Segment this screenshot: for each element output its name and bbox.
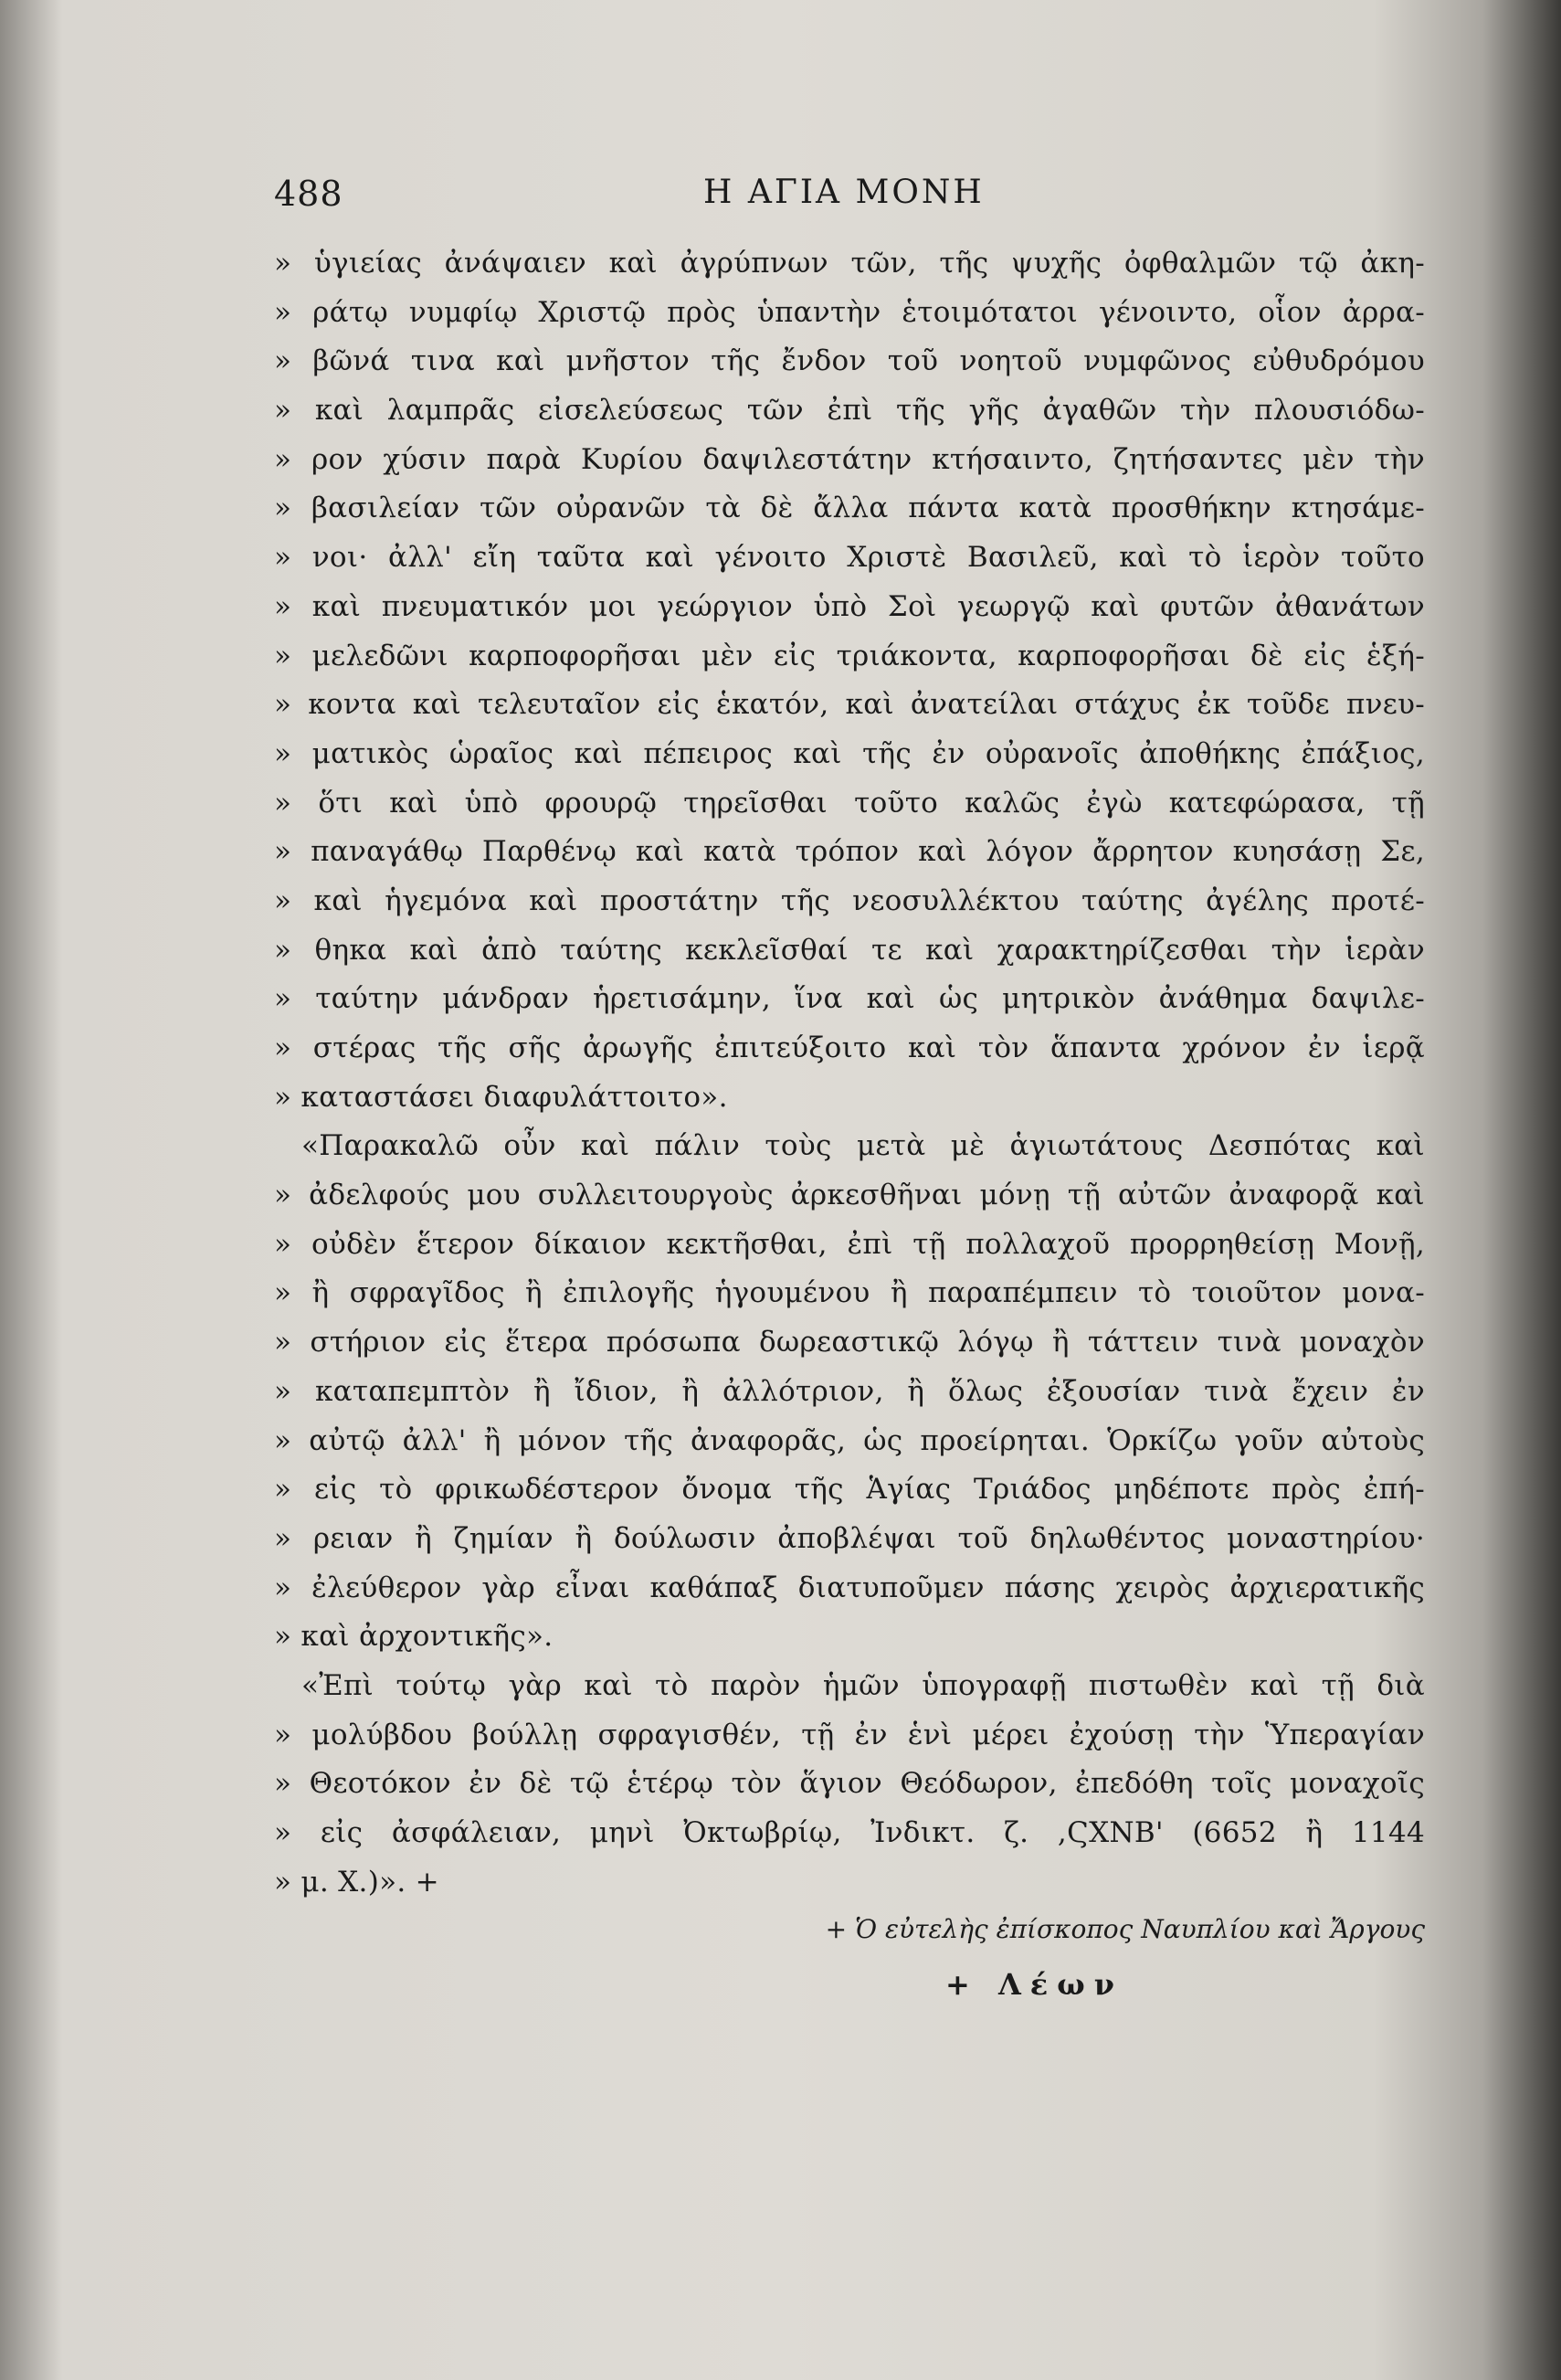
text-line: » κοντα καὶ τελευταῖον εἰς ἑκατόν, καὶ ἀνατείλαι στάχυς ἐκ τοῦδε πνευ- (274, 688, 1425, 722)
text-line: » ἐλεύθερον γὰρ εἶναι καθάπαξ διατυποῦμεν πάσης χειρὸς ἀρχιερατικῆς (274, 1571, 1425, 1604)
text-line: » αὐτῷ ἀλλ' ἢ μόνον τῆς ἀναφορᾶς, ὡς προείρηται. Ὁρκίζω γοῦν αὐτοὺς (274, 1423, 1425, 1457)
text-line: » βῶνά τινα καὶ μνῆστον τῆς ἔνδον τοῦ νοητοῦ νυμφῶνος εὐθυδρόμου (274, 344, 1425, 378)
text-line: » εἰς ἀσφάλειαν, μηνὶ Ὀκτωβρίῳ, Ἰνδικτ. ζ. ,ϚΧΝΒ' (6652 ἢ 1144 (274, 1816, 1425, 1849)
signature-title: + Ὁ εὐτελὴς ἐπίσκοπος Ναυπλίου καὶ Ἄργους (825, 1914, 1425, 1945)
text-line: » καταπεμπτὸν ἢ ἴδιον, ἢ ἀλλότριον, ἢ ὅλως ἐξουσίαν τινὰ ἔχειν ἐν (274, 1374, 1425, 1408)
text-line: » ὅτι καὶ ὑπὸ φρουρῷ τηρεῖσθαι τοῦτο καλῶς ἐγὼ κατεφώρασα, τῇ (274, 786, 1425, 820)
body-text (274, 239, 1425, 1907)
text-line: » στέρας τῆς σῆς ἀρωγῆς ἐπιτεύξοιτο καὶ τὸν ἅπαντα χρόνον ἐν ἱερᾷ (274, 1031, 1425, 1064)
running-head (274, 174, 1425, 228)
text-line: » μελεδῶνι καρποφορῆσαι μὲν εἰς τριάκοντα, καρποφορῆσαι δὲ εἰς ἑξή- (274, 639, 1425, 672)
text-line: » στήριον εἰς ἕτερα πρόσωπα δωρεαστικῷ λόγῳ ἢ τάττειν τινὰ μοναχὸν (274, 1326, 1425, 1359)
text-line: » θηκα καὶ ἀπὸ ταύτης κεκλεῖσθαί τε καὶ χαρακτηρίζεσθαι τὴν ἱερὰν (274, 933, 1425, 967)
text-line: » ματικὸς ὡραῖος καὶ πέπειρος καὶ τῆς ἐν οὐρανοῖς ἀποθήκης ἐπάξιος, (274, 736, 1425, 770)
text-line: » εἰς τὸ φρικωδέστερον ὄνομα τῆς Ἁγίας Τριάδος μηδέποτε πρὸς ἐπή- (274, 1473, 1425, 1507)
text-line: » ἢ σφραγῖδος ἢ ἐπιλογῆς ἡγουμένου ἢ παραπέμπειν τὸ τοιοῦτον μονα- (274, 1276, 1425, 1310)
text-line: » ὑγιείας ἀνάψαιεν καὶ ἀγρύπνων τῶν, τῆς ψυχῆς ὀφθαλμῶν τῷ ἀκη- (274, 247, 1425, 280)
text-line: » μ. Χ.)». + (274, 1865, 439, 1899)
text-line: » ἀδελφούς μου συλλειτουργοὺς ἀρκεσθῆναι μόνῃ τῇ αὐτῶν ἀναφορᾷ καὶ (274, 1179, 1425, 1212)
text-line: » καὶ ἡγεμόνα καὶ προστάτην τῆς νεοσυλλέκτου ταύτης ἀγέλης προτέ- (274, 883, 1425, 917)
text-line: » νοι· ἀλλ' εἴη ταῦτα καὶ γένοιτο Χριστὲ Βασιλεῦ, καὶ τὸ ἱερὸν τοῦτο (274, 541, 1425, 575)
text-line: » καὶ λαμπρᾶς εἰσελεύσεως τῶν ἐπὶ τῆς γῆς ἀγαθῶν τὴν πλουσιόδω- (274, 394, 1425, 428)
running-title: Η ΑΓΙΑ ΜΟΝΗ (703, 174, 985, 211)
page-number: 488 (274, 174, 343, 214)
signature-name: + Λέων (945, 1967, 1123, 2003)
text-line: » ταύτην μάνδραν ἡρετισάμην, ἵνα καὶ ὡς μητρικὸν ἀνάθημα δαψιλε- (274, 982, 1425, 1016)
text-line: » ρειαν ἢ ζημίαν ἢ δούλωσιν ἀποβλέψαι τοῦ δηλωθέντος μοναστηρίου· (274, 1521, 1425, 1555)
text-line: » καταστάσει διαφυλάττοιτο». (274, 1080, 728, 1114)
text-line: » μολύβδου βούλλῃ σφραγισθέν, τῇ ἐν ἑνὶ μέρει ἐχούσῃ τὴν Ὑπεραγίαν (274, 1718, 1425, 1751)
text-line: » καὶ ἀρχοντικῆς». (274, 1620, 554, 1654)
signature-block (274, 1914, 1425, 2024)
text-line: » βασιλείαν τῶν οὐρανῶν τὰ δὲ ἄλλα πάντα κατὰ προσθήκην κτησάμε- (274, 492, 1425, 525)
page-content (274, 174, 1425, 2024)
text-line: » παναγάθῳ Παρθένῳ καὶ κατὰ τρόπον καὶ λόγον ἄρρητον κυησάσῃ Σε, (274, 835, 1425, 869)
text-line: «Παρακαλῶ οὖν καὶ πάλιν τοὺς μετὰ μὲ ἁγιωτάτους Δεσπότας καὶ (301, 1129, 1425, 1163)
text-line: » καὶ πνευματικόν μοι γεώργιον ὑπὸ Σοὶ γεωργῷ καὶ φυτῶν ἀθανάτων (274, 589, 1425, 623)
text-line: » οὐδὲν ἕτερον δίκαιον κεκτῆσθαι, ἐπὶ τῇ πολλαχοῦ προρρηθείσῃ Μονῇ, (274, 1227, 1425, 1261)
text-line: » ράτῳ νυμφίῳ Χριστῷ πρὸς ὑπαντὴν ἑτοιμότατοι γένοιντο, οἷον ἀρρα- (274, 295, 1425, 329)
text-line: » ρον χύσιν παρὰ Κυρίου δαψιλεστάτην κτήσαιντο, ζητήσαντες μὲν τὴν (274, 442, 1425, 476)
text-line: » Θεοτόκον ἐν δὲ τῷ ἑτέρῳ τὸν ἅγιον Θεόδωρον, ἐπεδόθη τοῖς μοναχοῖς (274, 1767, 1425, 1801)
text-line: «Ἐπὶ τούτῳ γὰρ καὶ τὸ παρὸν ἡμῶν ὑπογραφῇ πιστωθὲν καὶ τῇ διὰ (301, 1668, 1425, 1702)
